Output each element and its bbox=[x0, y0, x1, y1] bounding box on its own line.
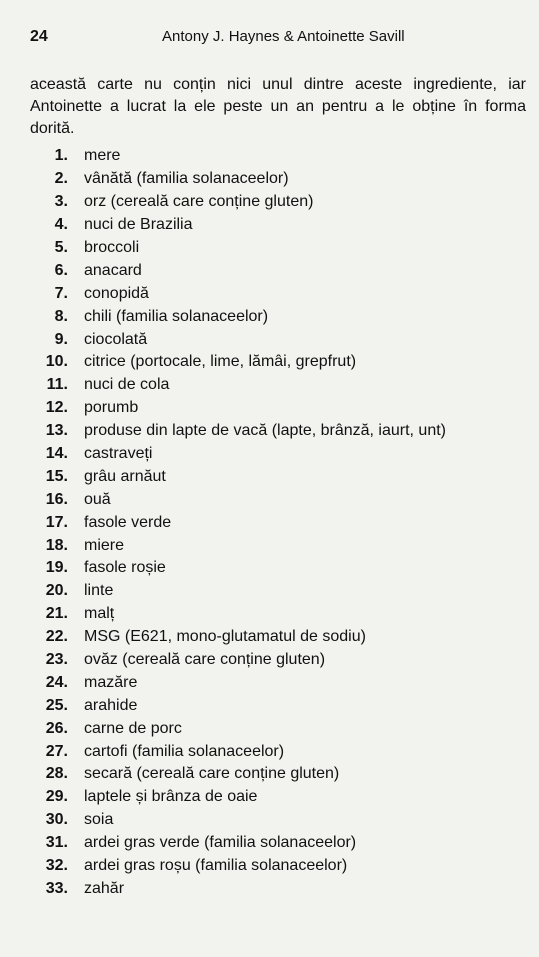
list-item-number: 11. bbox=[46, 376, 68, 394]
list-item bbox=[30, 694, 530, 717]
list-item-text: ciocolată bbox=[84, 330, 148, 348]
list-item-number: 32. bbox=[45, 857, 68, 875]
list-item-text: ardei gras roșu (familia solanaceelor) bbox=[84, 857, 348, 875]
list-item bbox=[30, 397, 530, 420]
list-item bbox=[30, 420, 530, 443]
list-item bbox=[30, 351, 530, 374]
list-item bbox=[30, 443, 530, 466]
list-item-number: 5. bbox=[54, 239, 68, 256]
page-header bbox=[30, 28, 509, 50]
list-item-number: 12. bbox=[45, 399, 68, 417]
list-item-text: soia bbox=[84, 811, 114, 829]
list-item bbox=[30, 649, 530, 672]
list-item-text: anacard bbox=[84, 261, 142, 279]
list-item-text: secară (cereală care conține gluten) bbox=[84, 765, 340, 783]
list-item-text: castraveți bbox=[84, 445, 153, 463]
list-item-text: cartofi (familia solanaceelor) bbox=[84, 742, 285, 760]
list-item bbox=[30, 763, 530, 786]
list-item-text: broccoli bbox=[84, 239, 140, 256]
list-item bbox=[30, 534, 530, 557]
list-item-text: chili (familia solanaceelor) bbox=[84, 307, 269, 325]
list-item-number: 18. bbox=[45, 536, 68, 554]
list-item bbox=[30, 168, 530, 191]
list-item bbox=[30, 374, 530, 397]
list-item-number: 6. bbox=[54, 261, 68, 279]
list-item-number: 24. bbox=[45, 673, 68, 691]
list-item bbox=[30, 465, 530, 488]
list-item-text: nuci de Brazilia bbox=[84, 216, 193, 234]
list-item bbox=[30, 557, 530, 580]
list-item bbox=[30, 488, 530, 511]
list-item-text: arahide bbox=[84, 696, 138, 714]
list-item-number: 30. bbox=[45, 811, 68, 829]
list-item-number: 20. bbox=[45, 582, 68, 600]
list-item-text: ardei gras verde (familia solanaceelor) bbox=[84, 834, 357, 852]
list-item-number: 31. bbox=[45, 834, 68, 852]
list-item-number: 4. bbox=[54, 216, 68, 234]
list-item bbox=[30, 191, 530, 214]
list-item-number: 19. bbox=[45, 559, 68, 577]
list-item-text: ovăz (cereală care conține gluten) bbox=[84, 651, 326, 669]
list-item-text: fasole roșie bbox=[84, 559, 166, 577]
list-item-text: mazăre bbox=[84, 673, 138, 691]
list-item-number: 7. bbox=[54, 284, 68, 302]
list-item-number: 23. bbox=[45, 651, 68, 669]
page-number: 24 bbox=[30, 28, 48, 45]
list-item bbox=[30, 740, 530, 763]
list-item-number: 25. bbox=[45, 696, 68, 714]
list-item-number: 14. bbox=[45, 445, 68, 463]
list-item-text: malț bbox=[84, 605, 115, 623]
intro-paragraph: această carte nu conțin nici unul dintre aceste ingrediente, iar Antoinette a lucrat la ele peste un an pentru a le obține în forma dorită. bbox=[30, 76, 526, 137]
list-item-text: miere bbox=[84, 536, 125, 554]
list-item bbox=[30, 214, 530, 237]
list-item-number: 10. bbox=[45, 353, 68, 371]
list-item-number: 3. bbox=[54, 193, 68, 211]
list-item-text: conopidă bbox=[84, 284, 149, 302]
list-item bbox=[30, 259, 530, 282]
list-item bbox=[30, 855, 530, 878]
list-item-number: 22. bbox=[45, 628, 68, 646]
list-item-number: 33. bbox=[45, 879, 68, 897]
list-item-number: 17. bbox=[45, 513, 68, 531]
list-item bbox=[30, 832, 530, 855]
list-item-number: 15. bbox=[45, 467, 68, 485]
list-item bbox=[30, 717, 530, 740]
list-item-number: 9. bbox=[54, 330, 68, 348]
list-item-text: MSG (E621, mono-glutamatul de sodiu) bbox=[84, 628, 366, 646]
running-head: Antony J. Haynes & Antoinette Savill bbox=[162, 28, 405, 45]
list-item bbox=[30, 786, 530, 809]
list-item-number: 21. bbox=[45, 605, 68, 623]
list-item-number: 28. bbox=[45, 765, 68, 783]
list-item-text: orz (cereală care conține gluten) bbox=[84, 193, 314, 211]
list-item-text: vânătă (familia solanaceelor) bbox=[84, 170, 289, 188]
list-item-text: ouă bbox=[84, 490, 111, 508]
list-item bbox=[30, 626, 530, 649]
list-item-text: porumb bbox=[84, 399, 139, 417]
list-item bbox=[30, 282, 530, 305]
list-item-number: 13. bbox=[45, 422, 68, 440]
food-list bbox=[30, 145, 530, 900]
list-item-number: 8. bbox=[54, 307, 68, 325]
list-item bbox=[30, 809, 530, 832]
list-item-text: zahăr bbox=[84, 879, 125, 897]
list-item bbox=[30, 603, 530, 626]
list-item bbox=[30, 671, 530, 694]
list-item-number: 27. bbox=[45, 742, 68, 760]
list-item bbox=[30, 580, 530, 603]
list-item-text: mere bbox=[84, 147, 121, 165]
list-item-text: linte bbox=[84, 582, 114, 600]
list-item-number: 1. bbox=[54, 147, 68, 165]
list-item-text: produse din lapte de vacă (lapte, brânză, iaurt, unt) bbox=[84, 422, 446, 440]
list-item-number: 29. bbox=[45, 788, 68, 806]
list-item bbox=[30, 305, 530, 328]
list-item-number: 26. bbox=[45, 719, 68, 737]
list-item-text: laptele și brânza de oaie bbox=[84, 788, 258, 806]
list-item-text: citrice (portocale, lime, lămâi, grepfrut) bbox=[84, 353, 357, 371]
list-item-text: grâu arnăut bbox=[84, 467, 166, 485]
list-item bbox=[30, 237, 530, 260]
list-item-text: nuci de cola bbox=[84, 376, 170, 394]
list-item-text: fasole verde bbox=[84, 513, 172, 531]
list-item-number: 16. bbox=[45, 490, 68, 508]
list-item-text: carne de porc bbox=[84, 719, 182, 737]
list-item bbox=[30, 878, 530, 901]
list-item bbox=[30, 328, 530, 351]
list-item bbox=[30, 511, 530, 534]
list-item bbox=[30, 145, 530, 168]
list-item-number: 2. bbox=[54, 170, 68, 188]
